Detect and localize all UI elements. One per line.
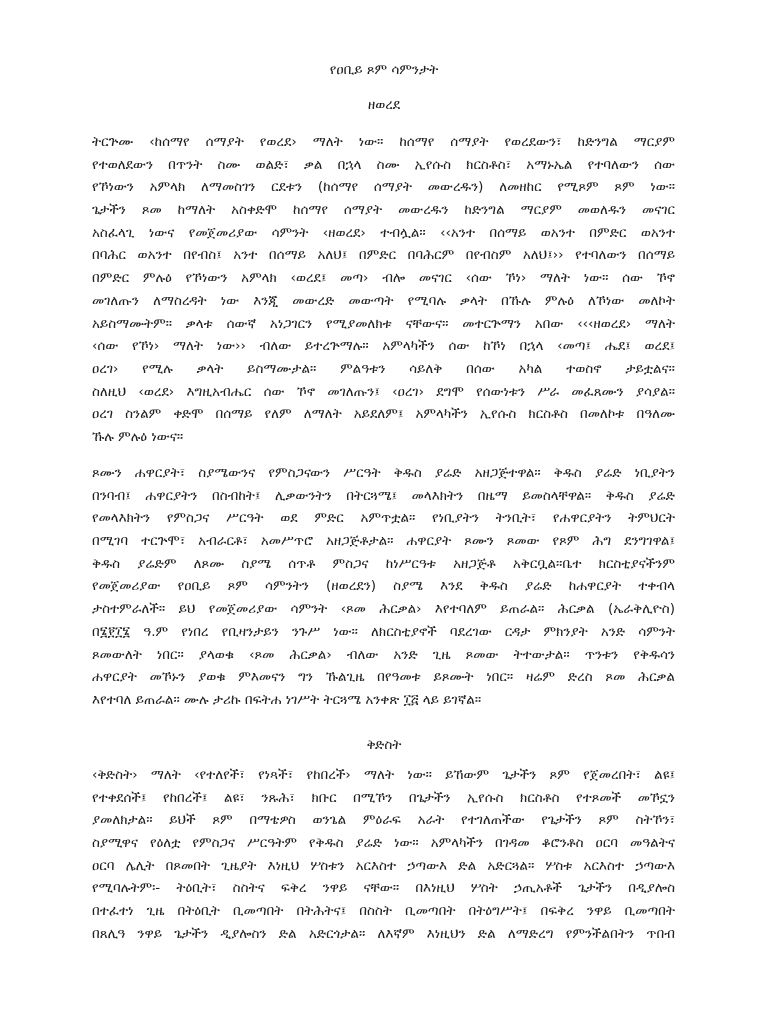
- text-line: የመላእክትን የምስጋና ሥርዓት ወደ ምድር አምጥቷል። የነቢያትን ትንቢት፣ የሐዋርያትን ትምህርት: [92, 510, 675, 527]
- text-line: እየተባለ ይጠራል። ሙሉ ታሪኩ በፍትሐ ነገሥት ትርጓሜ አንቀጽ ፲፭ ላይ ይገኛል።: [92, 691, 482, 708]
- text-line: ስለዚህ ‹ወረደ› እግዚአብሔር ሰው ኾኖ መገለጡን፤ ‹ዐረገ› ደግሞ የሰውነቱን ሥራ መፈጸሙን ያሳያል።: [92, 383, 675, 400]
- text-line: ሐዋርያት መኾኑን ያወቁ ምእመናን ግን ኹልጊዜ በየዓመቱ ይጾሙት ነበር። ዛሬም ድረስ ጾመ ሕርቃል: [92, 669, 675, 686]
- text-line: ጾመውለት ነበር። ያላወቁ ‹ጾመ ሕርቃል› ብለው አንድ ጊዜ ጾመው ትተውታል። ጥንቱን የቅዱሳን: [92, 646, 675, 663]
- text-line: በምድር ምሉዕ የኾነውን አምላክ ‹ወረደ፤ መጣ› ብሎ መናገር ‹ሰው ኾነ› ማለት ነው። ሰው ኾኖ: [92, 270, 675, 287]
- text-line: ስያሚዋና የዕለቷ የምስጋና ሥርዓትም የቅዱስ ያሬድ ነው። አምላካችን በገዳመ ቆሮንቶስ ዐርባ መዓልትና: [92, 835, 675, 852]
- text-line: የተቀደሰች፤ የከበረች፤ ልዩ፣ ንጹሕ፣ ክቡር በሚኾን በጌታችን ኢየሱስ ክርስቶስ የተጾመች መኾኗን: [92, 789, 675, 806]
- text-line: ያመለክታል። ይህች ጾም በማቴዎስ ወንጌል ምዕራፍ አራት የተገለጠችው የጌታችን ጾም ስትኾን፣: [92, 812, 675, 829]
- text-line: በተፈተነ ጊዜ በትዕቢት ቢመጣበት በትሕትና፤ በስስት ቢመጣበት በትዕግሥት፤ በፍቅረ ንዋይ ቢመጣበት: [92, 903, 675, 920]
- text-line: ታስተምራለች። ይህ የመጀመሪያው ሳምንት ‹ጾመ ሕርቃል› እየተባለም ይጠራል። ሕርቃል (ኤራቅሊዮስ): [92, 601, 675, 618]
- text-line: ዐረገ› የሚሉ ቃላት ይስማሙታል። ምልዓቱን ሳይለቅ በሰው አካል ተወስኖ ታይቷልና።: [92, 360, 675, 377]
- section-heading-zewerede: ዘወረደ: [367, 97, 401, 113]
- text-line: ኹሉ ምሉዕ ነውና።: [92, 428, 184, 445]
- text-line: ጌታችን ጾመ ከማለት አስቀድሞ ከሰማየ ሰማያት መውረዱን ከድንግል ማርያም መወለዱን መናገር: [92, 202, 675, 219]
- text-line: በሚገባ ተርጕሞ፣ አብራርቶ፣ አመሥጥሮ አዘጋጅቶታል። ሐዋርያት ጾሙን ጾመው የጾም ሕግ ደንግገዋል፤: [92, 533, 675, 550]
- text-line: መገለጡን ለማስረዳት ነው እንጂ መውረድ መውጣት የሚባሉ ቃላት በኹሉ ምሉዕ ለኾነው መለኮት: [92, 292, 675, 309]
- text-line: ጾሙን ሐዋርያት፣ ስያሜውንና የምስጋናውን ሥርዓት ቅዱስ ያሬድ አዘጋጅተዋል። ቅዱስ ያሬድ ነቢያትን: [92, 465, 675, 481]
- text-line: ‹ቅድስት› ማለት ‹የተለየች፣ የነጻች፣ የከበረች› ማለት ነው። ይኸውም ጌታችን ጾም የጀመረበት፣ ልዩ፤: [92, 767, 675, 783]
- text-line: ቅዱስ ያሬድም ለጾሙ ስያሜ ሰጥቶ ምስጋና ከነሥርዓቱ አዘጋጅቶ አቅርቧል።ቤተ ክርስቲያናችንም: [92, 555, 675, 572]
- text-line: የተወለደውን በጥንት ስሙ ወልድ፣ ቃል በኋላ ስሙ ኢየሱስ ክርስቶስ፣ አማኑኤል የተባለውን ሰው: [92, 156, 675, 173]
- text-line: የመጀመሪያው የዐቢይ ጾም ሳምንትን (ዘወረደን) ስያሜ እንደ ቅዱስ ያሬድ ከሐዋርያት ተቀብላ: [92, 578, 675, 595]
- paragraph-zewerede-history: [92, 462, 675, 712]
- text-line: ዐረገ ስንልም ቀድሞ በሰማይ የለም ለማለት አይደለም፤ አምላካችን ኢየሱስ ክርስቶስ በመለኮቱ በዓለሙ: [92, 406, 675, 423]
- text-line: በባሕር ወአንተ በየብስ፤ አንተ በሰማይ አለህ፤ በምድር በባሕርም በየብስም አለህ፤›› የተባለውን በሰማይ: [92, 247, 675, 264]
- text-line: የኾነውን አምላክ ለማመስገን ርደቱን (ከሰማየ ሰማያት መውረዱን) ለመዘከር የሚጾም ጾም ነው።: [92, 179, 675, 196]
- text-line: ዐርባ ሌሊት በጾመበት ጊዜያት እነዚህ ሦስቱን አርእስተ ኃጣውእ ድል አድርጓል። ሦስቱ አርእስተ ኃጣውእ: [92, 857, 675, 874]
- text-line: በጸሊዓ ንዋይ ጌታችን ዲያሎስን ድል አድርጎታል። ለእኛም እነዚህን ድል ለማድረግ የምንችልበትን ጥበብ: [92, 925, 675, 942]
- text-line: በንባብ፤ ሐዋርያትን በስብከት፤ ሊቃውንትን በትርጓሜ፤ መላእክትን በዜማ ይመስላቸዋል። ቅዱስ ያሬድ: [92, 487, 675, 504]
- text-line: አስፈላጊ ነውና የመጀመሪያው ሳምንት ‹ዘወረደ› ተብሏል። ‹‹አንተ በሰማይ ወአንተ በምድር ወአንተ: [92, 224, 675, 241]
- paragraph-zewerede-meaning: [92, 131, 675, 449]
- text-line: አይስማሙትም። ቃላቱ ሰውኛ አነጋገርን የሚያመለክቱ ናቸውና። መተርጕማን አበው ‹‹‹ዘወረደ› ማለት: [92, 315, 675, 332]
- text-line: በ፮፻፲፮ ዓ.ም የነበረ የቢዛንታይን ንጉሥ ነው። ለክርስቲያኖች ባደረገው ርዳታ ምክንያት አንድ ሳምንት: [92, 623, 675, 640]
- text-line: ትርጕሙ ‹ከሰማየ ሰማያት የወረደ› ማለት ነው። ከሰማየ ሰማያት የወረደውን፣ ከድንግል ማርያም: [92, 134, 675, 150]
- document-title: የዐቢይ ጾም ሳምንታት: [329, 62, 439, 78]
- section-heading-kidist: ቅድስት: [366, 737, 402, 753]
- text-line: ‹ሰው የኾነ› ማለት ነው›› ብለው ይተረጕማሉ። አምላካችን ሰው ከኾነ በኋላ ‹መጣ፤ ሔደ፤ ወረደ፤: [92, 338, 675, 355]
- text-line: የሚባሉትም፡- ትዕቢት፣ ስስትና ፍቅረ ንዋይ ናቸው። በእነዚህ ሦስት ኃጢአቶች ጌታችን በዲያሎስ: [92, 880, 675, 897]
- paragraph-kidist: [92, 764, 675, 946]
